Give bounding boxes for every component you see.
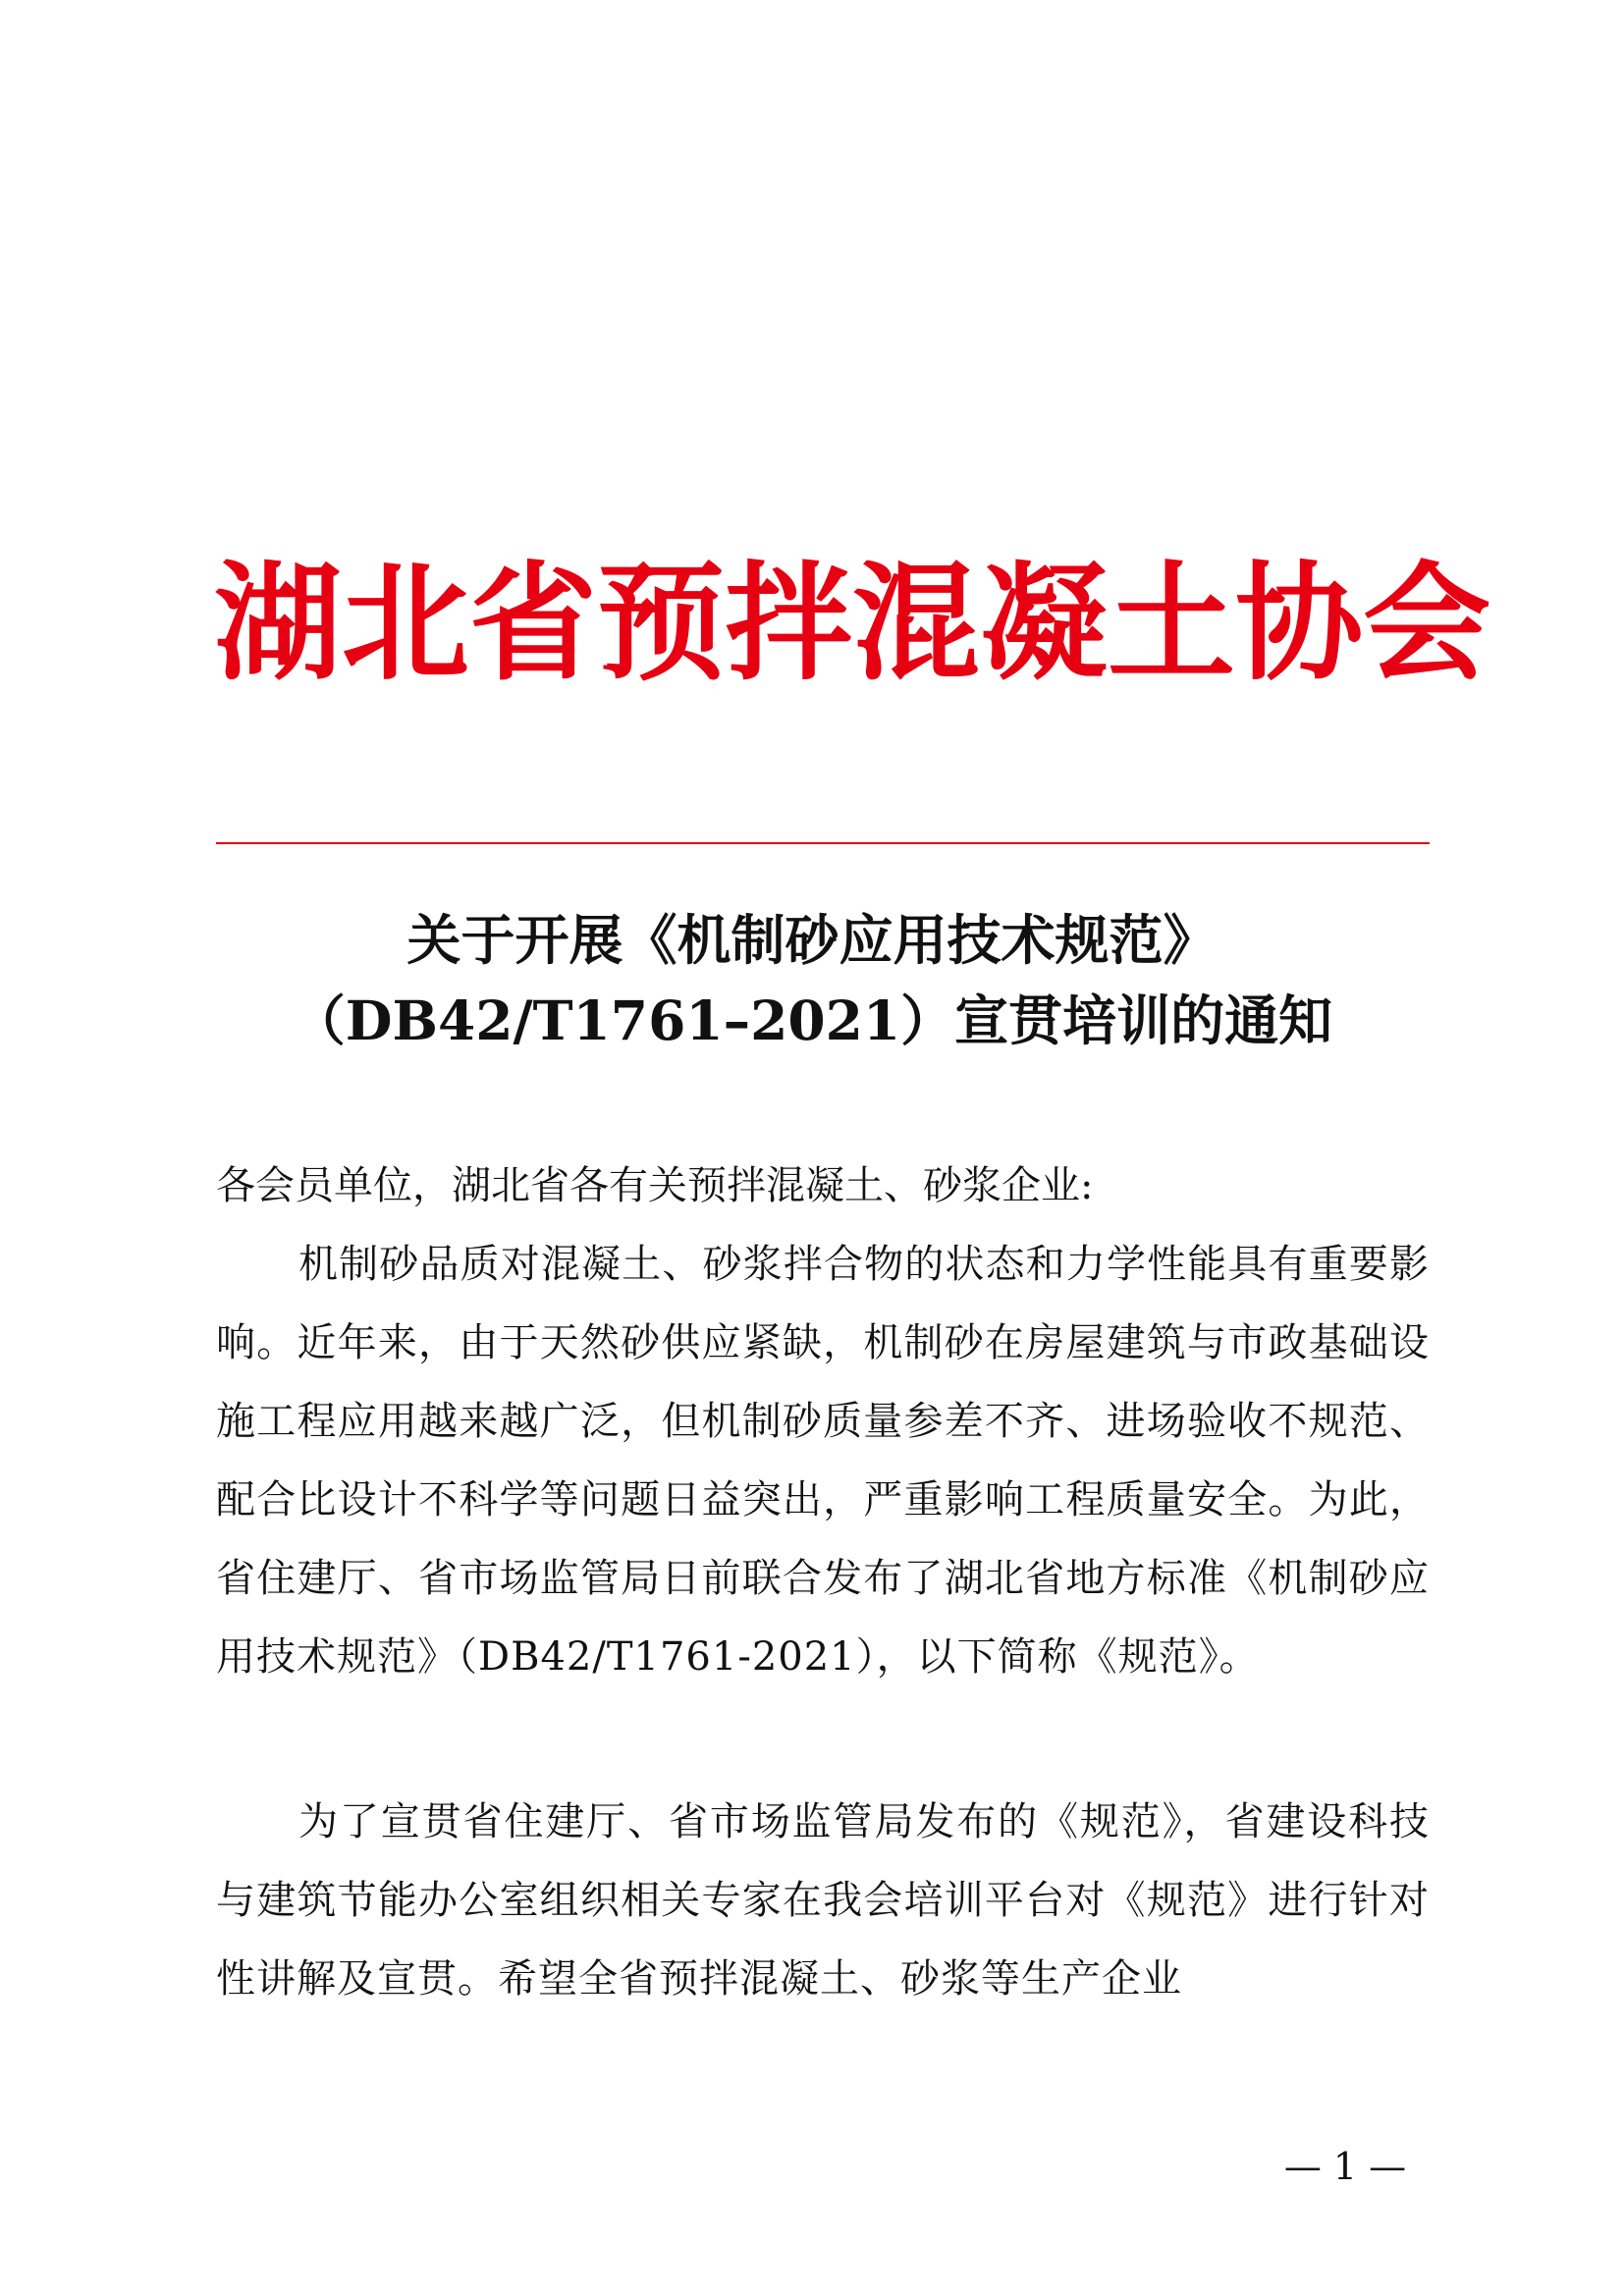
letterhead-red-rule <box>216 842 1430 844</box>
letterhead-char: 省 <box>469 548 598 698</box>
letterhead-char: 拌 <box>725 548 853 698</box>
letterhead-char: 协 <box>1235 548 1364 698</box>
letterhead-char: 湖 <box>214 548 343 698</box>
salutation: 各会员单位，湖北省各有关预拌混凝土、砂浆企业: <box>216 1163 1094 1208</box>
document-title-line-2: （DB42/T1761–2021）宣贯培训的通知 <box>291 988 1333 1052</box>
letterhead-char: 土 <box>1108 548 1236 698</box>
body-paragraph-2: 为了宣贯省住建厅、省市场监管局发布的《规范》，省建设科技与建筑节能办公室组织相关专家在我会培训平台对《规范》进行针对性讲解及宣贯。希望全省预拌混凝土、砂浆等生产企业 <box>216 1799 1430 2002</box>
letterhead-char: 预 <box>597 548 726 698</box>
page-number: — 1 — <box>1283 2145 1407 2188</box>
document-title-line-1: 关于开展《机制砂应用技术规范》 <box>406 908 1218 972</box>
letterhead-char: 会 <box>1363 548 1491 698</box>
body-paragraph-1: 机制砂品质对混凝土、砂浆拌合物的状态和力学性能具有重要影响。近年来，由于天然砂供应紧缺，机制砂在房屋建筑与市政基础设施工程应用越来越广泛，但机制砂质量参差不齐、进场验收不规范、配合比设计不科学等问题日益突出，严重影响工程质量安全。为此，省住建厅、省市场监管局日前联合发布了湖北省地方标准《机制砂应用技术规范》（DB42/T1761-2021），以下简称《规范》。 <box>216 1242 1430 1680</box>
letterhead-char: 凝 <box>980 548 1109 698</box>
letterhead-char: 混 <box>852 548 981 698</box>
letterhead-org-name <box>214 548 1491 698</box>
letterhead-char: 北 <box>342 548 470 698</box>
